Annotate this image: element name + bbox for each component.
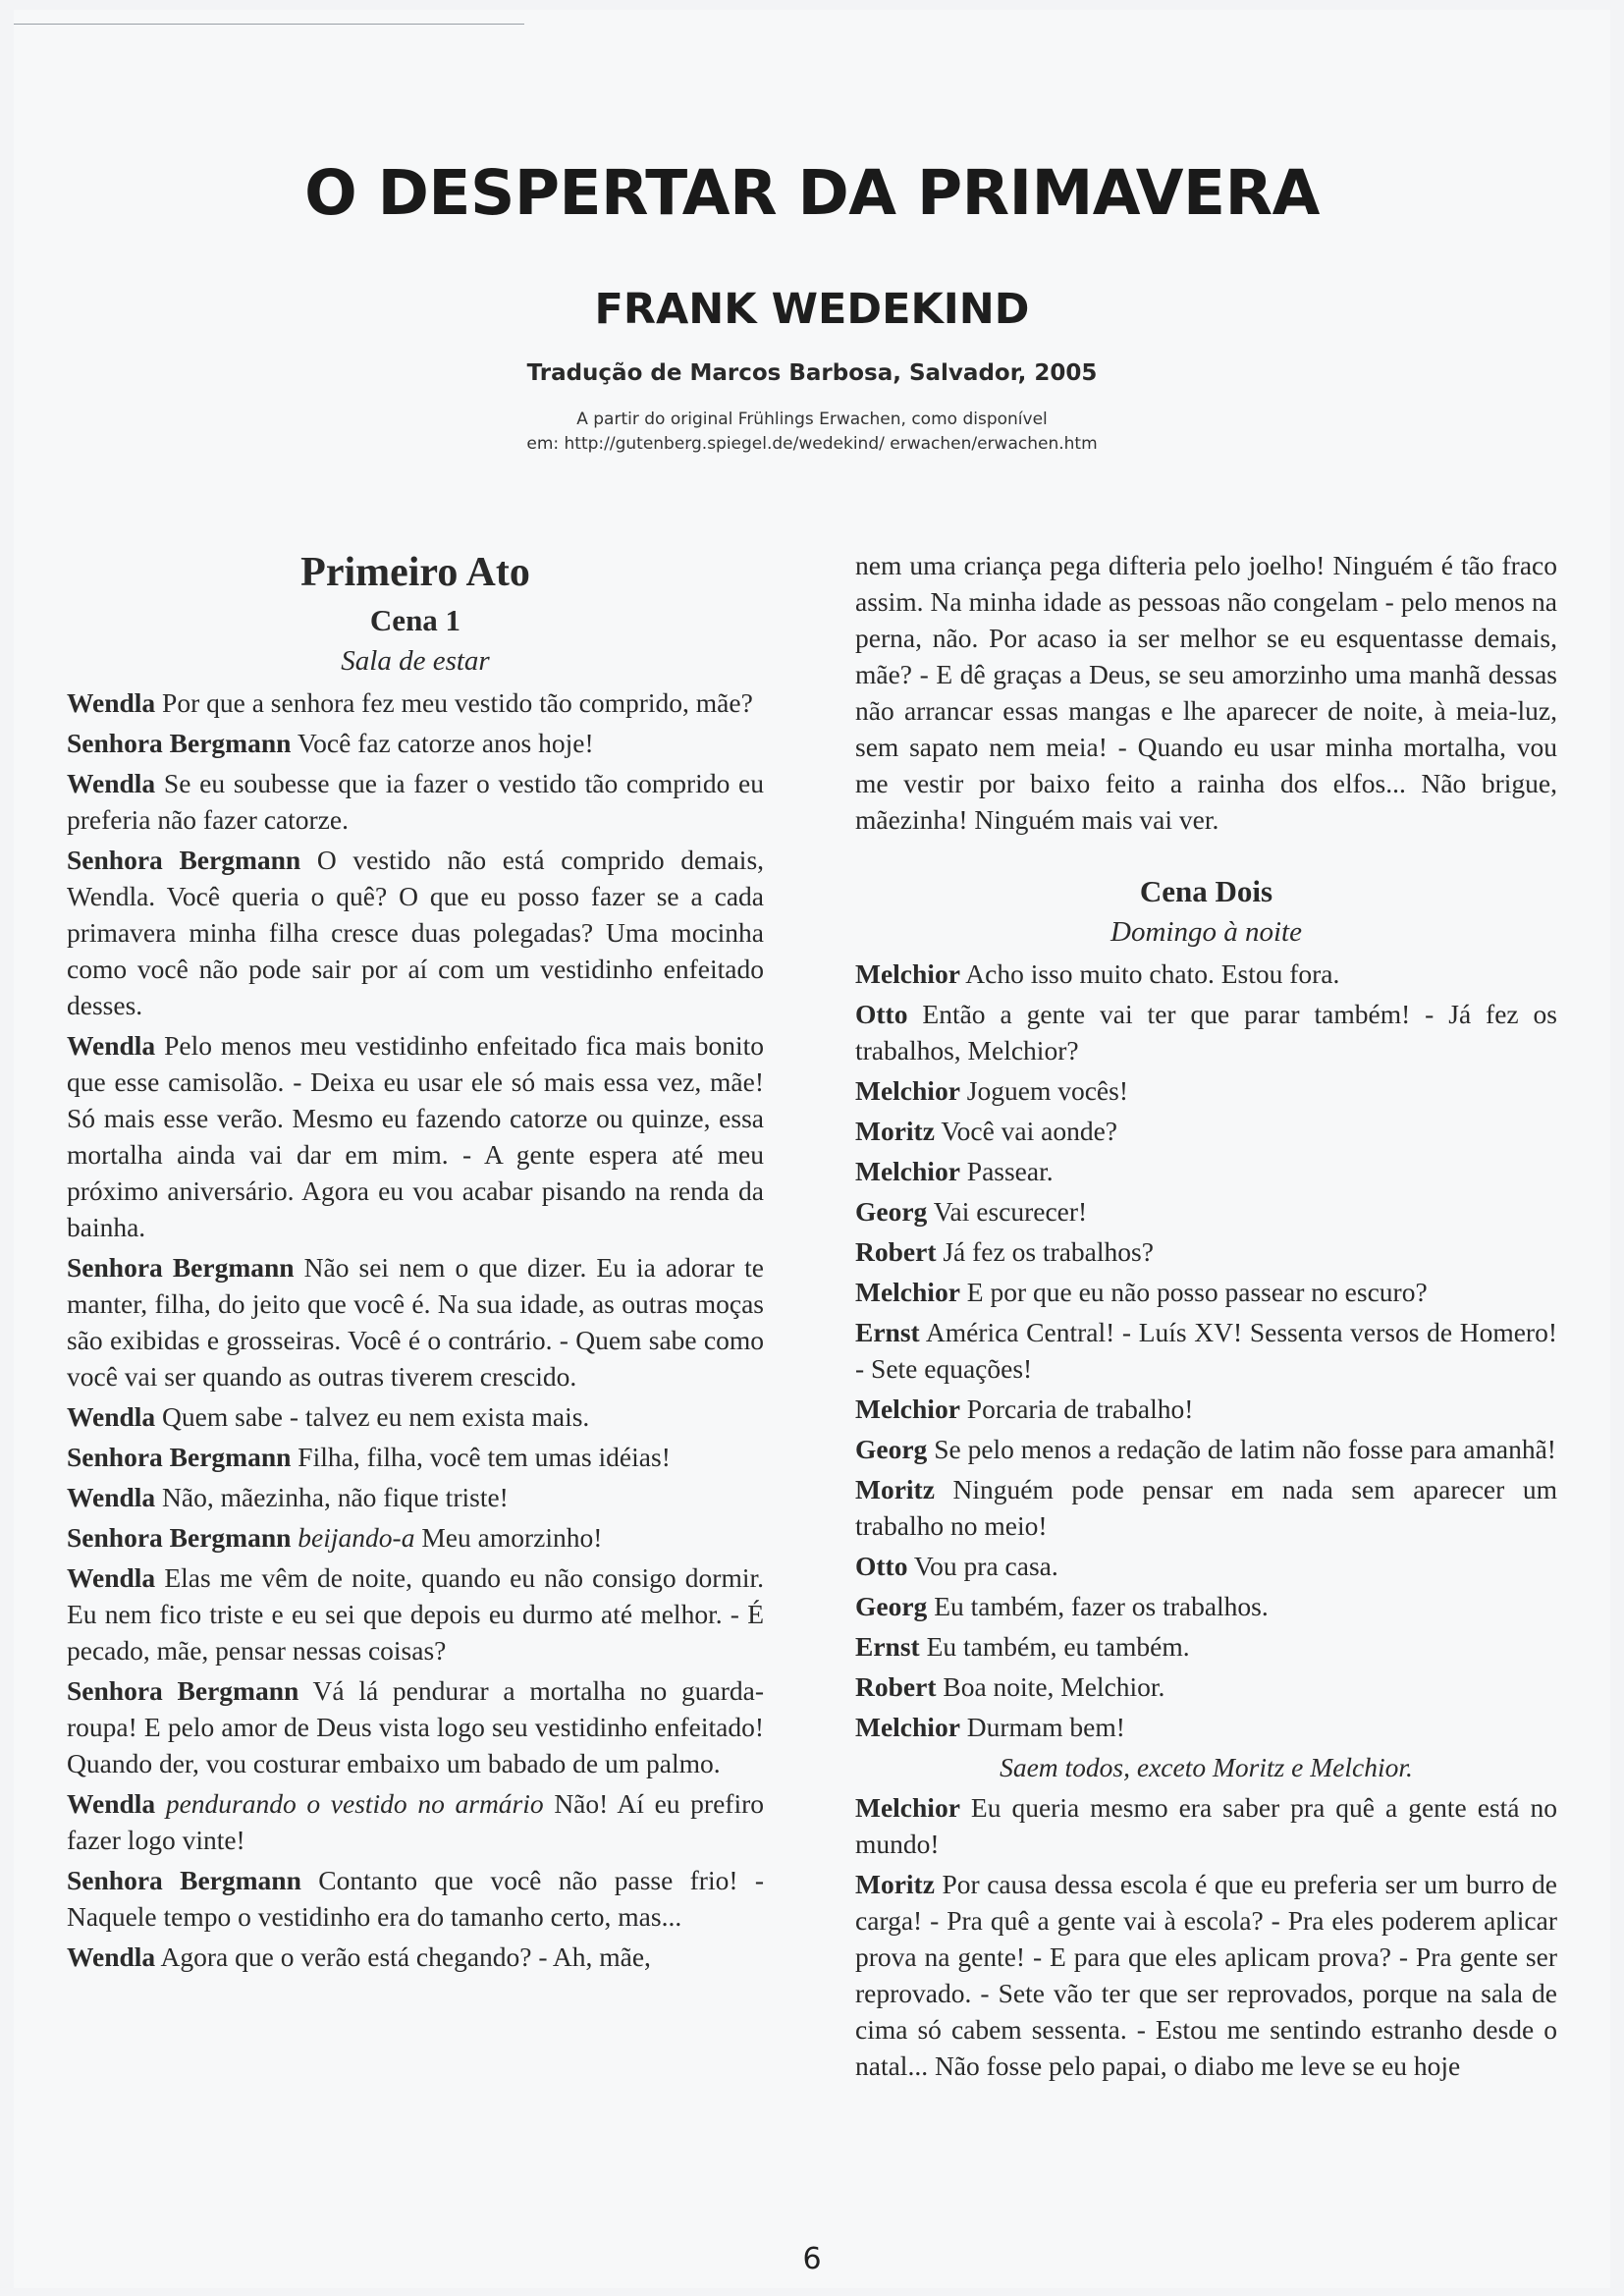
- stage-direction: Saem todos, exceto Moritz e Melchior.: [1000, 1752, 1413, 1782]
- dialogue-line: [855, 996, 1557, 1068]
- source-note-line: em: http://gutenberg.spiegel.de/wedekind/ erwachen/erwachen.htm: [526, 434, 1098, 454]
- source-note-line: A partir do original Frühlings Erwachen, como disponível: [576, 410, 1048, 429]
- scene-setting: Sala de estar: [341, 645, 490, 677]
- dialogue-line: [855, 1314, 1557, 1387]
- speech-text: Porcaria de trabalho!: [966, 1394, 1194, 1424]
- dialogue-line: [855, 1113, 1557, 1149]
- left-column: [67, 545, 764, 1979]
- speech-text: América Central! - Luís XV! Sessenta versos de Homero! - Sete equações!: [855, 1317, 1557, 1384]
- play-title: O DESPERTAR DA PRIMAVERA: [304, 157, 1320, 229]
- speaker-name: Wendla: [67, 1482, 156, 1512]
- stage-direction-inline: pendurando o vestido no armário: [165, 1788, 544, 1819]
- speech-text: Eu também, eu também.: [926, 1631, 1190, 1662]
- dialogue-line: [855, 1789, 1557, 1862]
- speech-text: Por causa dessa escola é que eu preferia ser um burro de carga! - Pra quê a gente vai à escola? - Pra eles poderem aplicar prova na gente! - E para que eles aplicam prova? - Pra gente ser reprovado. - Sete vão ter que ser reprovados, porque na sala de cima só cabem sessenta. - Estou me sentindo estranho desde o natal... Não fosse pelo papai, o diabo me leve se eu hoje: [855, 1869, 1558, 2081]
- dialogue-line: [67, 725, 764, 761]
- page-number: 6: [802, 2242, 822, 2276]
- speech-text: O vestido não está comprido demais, Wendla. Você queria o quê? O que eu posso fazer se a cada primavera minha filha cresce duas polegadas? Uma mocinha como você não pode sair por aí com um vestidinho enfeitado desses.: [67, 845, 765, 1020]
- dialogue-line: [855, 1588, 1557, 1624]
- dialogue-line: [855, 1153, 1557, 1189]
- speech-text: E por que eu não posso passear no escuro?: [966, 1277, 1428, 1307]
- dialogue-line: [855, 956, 1557, 992]
- right-column: [855, 547, 1557, 2088]
- speech-text: Vá lá pendurar a mortalha no guarda-roupa! E pelo amor de Deus vista logo seu vestidinho enfeitado! Quando der, vou costurar embaixo um babado de um palmo.: [67, 1675, 764, 1778]
- translation-credit: Tradução de Marcos Barbosa, Salvador, 2005: [526, 360, 1098, 386]
- speech-text: Filha, filha, você tem umas idéias!: [298, 1442, 671, 1472]
- dialogue-line: [855, 1193, 1557, 1230]
- speaker-name: Moritz: [855, 1116, 935, 1146]
- dialogue-line: [67, 1559, 764, 1668]
- dialogue-line: [67, 1519, 764, 1556]
- speaker-name: Wendla: [67, 768, 156, 798]
- speech-text: Você faz catorze anos hoje!: [297, 728, 594, 758]
- dialogue-line: [67, 1027, 764, 1245]
- speech-text: Você vai aonde?: [941, 1116, 1118, 1146]
- speaker-name: Senhora Bergmann: [67, 728, 292, 758]
- speaker-name: Ernst: [855, 1317, 920, 1347]
- speech-text: Quem sabe - talvez eu nem exista mais.: [162, 1401, 590, 1432]
- dialogue-line: [67, 1398, 764, 1435]
- speech-text: Então a gente vai ter que parar também! - Já fez os trabalhos, Melchior?: [855, 999, 1558, 1066]
- speech-text: Boa noite, Melchior.: [943, 1671, 1165, 1702]
- speaker-name: Wendla: [67, 687, 156, 718]
- dialogue-line: [67, 1439, 764, 1475]
- dialogue-line: [67, 1785, 764, 1858]
- speech-text: Contanto que você não passe frio! - Naquele tempo o vestidinho era do tamanho certo, mas...: [67, 1865, 765, 1932]
- dialogue-line: [855, 1274, 1557, 1310]
- speaker-name: Melchior: [855, 958, 960, 989]
- top-rule: [14, 24, 524, 25]
- dialogue-line: [855, 1866, 1557, 2084]
- speaker-name: Senhora Bergmann: [67, 1252, 295, 1283]
- speaker-name: Melchior: [855, 1712, 960, 1742]
- speech-text: Meu amorzinho!: [421, 1522, 603, 1553]
- speaker-name: Wendla: [67, 1941, 156, 1972]
- dialogue-line: [67, 1249, 764, 1394]
- dialogue-line: [855, 1431, 1557, 1467]
- speaker-name: Melchior: [855, 1075, 960, 1106]
- speech-text: Não! Aí eu prefiro fazer logo vinte!: [67, 1788, 765, 1855]
- scene-setting: Domingo à noite: [1110, 916, 1302, 948]
- dialogue-line: [67, 1939, 764, 1975]
- speech-text: Durmam bem!: [966, 1712, 1125, 1742]
- speech-text: Acho isso muito chato. Estou fora.: [965, 958, 1340, 989]
- author-name: FRANK WEDEKIND: [594, 285, 1030, 334]
- speaker-name: Senhora Bergmann: [67, 1442, 292, 1472]
- dialogue-line: [855, 1628, 1557, 1665]
- scene-heading: Cena 1: [369, 603, 461, 637]
- speech-text: Vou pra casa.: [913, 1551, 1058, 1581]
- speech-text: Eu também, fazer os trabalhos.: [934, 1591, 1269, 1621]
- speaker-name: Georg: [855, 1196, 928, 1227]
- speech-text: Não, mãezinha, não fique triste!: [162, 1482, 509, 1512]
- dialogue-line: [855, 1548, 1557, 1584]
- speech-text: Já fez os trabalhos?: [943, 1236, 1154, 1267]
- dialogue-line: [855, 1391, 1557, 1427]
- speaker-name: Melchior: [855, 1792, 960, 1823]
- speaker-name: Wendla: [67, 1562, 156, 1593]
- act-heading: Primeiro Ato: [300, 550, 530, 595]
- speaker-name: Moritz: [855, 1869, 935, 1899]
- speaker-name: Wendla: [67, 1401, 156, 1432]
- speaker-name: Otto: [855, 999, 908, 1029]
- speaker-name: Moritz: [855, 1474, 935, 1504]
- dialogue-line: [67, 842, 764, 1023]
- dialogue-line: [67, 1862, 764, 1935]
- dialogue-line: [855, 1709, 1557, 1745]
- speech-text: Elas me vêm de noite, quando eu não consigo dormir. Eu nem fico triste e eu sei que depois eu durmo até melhor. - É pecado, mãe, pensar nessas coisas?: [67, 1562, 764, 1666]
- speech-text: Passear.: [966, 1156, 1054, 1186]
- dialogue-line: [67, 684, 764, 721]
- speaker-name: Ernst: [855, 1631, 920, 1662]
- speech-text: Por que a senhora fez meu vestido tão comprido, mãe?: [162, 687, 753, 718]
- speaker-name: Senhora Bergmann: [67, 1675, 299, 1706]
- dialogue-line: [67, 1672, 764, 1781]
- dialogue-line: [855, 1471, 1557, 1544]
- speech-text: Vai escurecer!: [933, 1196, 1088, 1227]
- speaker-name: Senhora Bergmann: [67, 1522, 292, 1553]
- speaker-name: Melchior: [855, 1156, 960, 1186]
- speaker-name: Georg: [855, 1434, 928, 1464]
- speech-text: Se pelo menos a redação de latim não fosse para amanhã!: [934, 1434, 1556, 1464]
- dialogue-list: [855, 956, 1557, 2084]
- speech-text: Pelo menos meu vestidinho enfeitado fica mais bonito que esse camisolão. - Deixa eu usar ele só mais essa vez, mãe! Só mais esse verão. Mesmo eu fazendo catorze ou quinze, essa mortalha ainda vai dar em mim. - A gente espera até meu próximo aniversário. Agora eu vou acabar pisando na renda da bainha.: [67, 1030, 764, 1242]
- speaker-name: Wendla: [67, 1030, 156, 1061]
- dialogue-list: [67, 684, 764, 1975]
- speaker-name: Robert: [855, 1236, 937, 1267]
- speaker-name: Melchior: [855, 1394, 960, 1424]
- dialogue-line: [67, 1479, 764, 1515]
- speaker-name: Wendla: [67, 1788, 156, 1819]
- dialogue-line: [855, 1668, 1557, 1705]
- scene-heading: Cena Dois: [1139, 874, 1273, 908]
- dialogue-line: [67, 765, 764, 838]
- dialogue-line: [855, 1233, 1557, 1270]
- speaker-name: Senhora Bergmann: [67, 1865, 301, 1895]
- dialogue-continuation: nem uma criança pega difteria pelo joelho! Ninguém é tão fraco assim. Na minha idade as pessoas não congelam - pelo menos na perna, não. Por acaso ia ser melhor se eu esquentasse demais, mãe? - E dê graças a Deus, se seu amorzinho uma manhã dessas não arrancar essas mangas e lhe aparecer de noite, à meia-luz, sem sapato nem meia! - Quando eu usar minha mortalha, vou me vestir por baixo feito a rainha dos elfos... Não brigue, mãezinha! Ninguém mais vai ver.: [855, 550, 1557, 835]
- speech-text: Não sei nem o que dizer. Eu ia adorar te manter, filha, do jeito que você é. Na sua idade, as outras moças são exibidas e grosseiras. Você é o contrário. - Quem sabe como você vai ser quando as outras tiverem crescido.: [67, 1252, 765, 1392]
- stage-direction-inline: beijando-a: [298, 1522, 415, 1553]
- dialogue-line: [855, 1072, 1557, 1109]
- speaker-name: Georg: [855, 1591, 928, 1621]
- speaker-name: Melchior: [855, 1277, 960, 1307]
- speech-text: Joguem vocês!: [966, 1075, 1128, 1106]
- speech-text: Eu queria mesmo era saber pra quê a gente está no mundo!: [855, 1792, 1557, 1859]
- speech-text: Agora que o verão está chegando? - Ah, mãe,: [160, 1941, 651, 1972]
- speech-text: Ninguém pode pensar em nada sem aparecer um trabalho no meio!: [855, 1474, 1557, 1541]
- source-note: [0, 408, 1624, 457]
- speaker-name: Senhora Bergmann: [67, 845, 301, 875]
- speech-text: Se eu soubesse que ia fazer o vestido tão comprido eu preferia não fazer catorze.: [67, 768, 765, 835]
- speaker-name: Robert: [855, 1671, 937, 1702]
- speaker-name: Otto: [855, 1551, 908, 1581]
